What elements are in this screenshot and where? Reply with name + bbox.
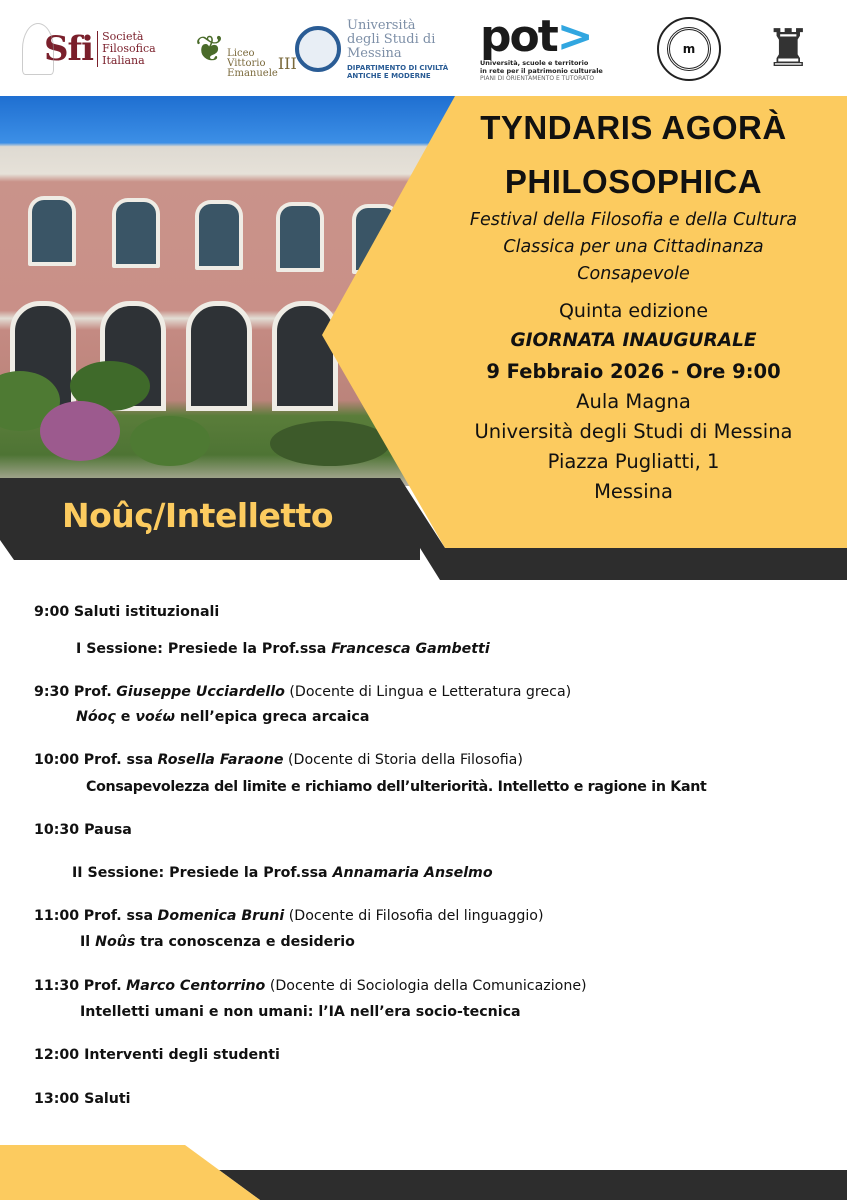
- program-item: 13:00 Saluti: [34, 1091, 131, 1107]
- event-date-time: 9 Febbraio 2026 - Ore 9:00: [486, 360, 781, 383]
- liceo-logo: ❦ Liceo Vittorio Emanuele III: [195, 28, 297, 79]
- talk-title: Νόος e νοέω nell’epica greca arcaica: [76, 709, 370, 725]
- festival-subtitle-1: Festival della Filosofia e della Cultura: [469, 210, 798, 230]
- festival-title-line2: PHILOSOPHICA: [504, 163, 763, 200]
- coat-of-arms-logo: [765, 12, 812, 86]
- theme-title: Noûς/Intelletto: [62, 496, 334, 535]
- new-agora-logo: [657, 12, 721, 86]
- talk-title: Consapevolezza del limite e richiamo dell’ulteriorità. Intelletto e ragione in Kant: [86, 779, 707, 795]
- logo-strip: [0, 0, 847, 96]
- sfi-logo: [22, 12, 156, 86]
- talk-title: Il Noûs tra conoscenza e desiderio: [80, 934, 355, 950]
- philosopher-helmet-icon: [22, 23, 54, 75]
- program-item: 12:00 Interventi degli studenti: [34, 1047, 280, 1063]
- session-header: I Sessione: Presiede la Prof.ssa Francesca Gambetti: [76, 641, 490, 657]
- labyrinth-icon: m: [657, 17, 721, 81]
- program-item: 11:00 Prof. ssa Domenica Bruni (Docente di Filosofia del linguaggio): [34, 908, 544, 924]
- program-item: 9:00 Saluti istituzionali: [34, 604, 220, 620]
- talk-title: Intelletti umani e non umani: l’IA nell’era socio-tecnica: [80, 1004, 521, 1020]
- program-item: 10:30 Pausa: [34, 822, 132, 838]
- event-type: GIORNATA INAUGURALE: [510, 330, 757, 351]
- venue-address: Piazza Pugliatti, 1: [547, 450, 720, 473]
- edition: Quinta edizione: [558, 300, 709, 322]
- venue-room: Aula Magna: [576, 390, 691, 413]
- laurel-wreath-icon: ❦: [195, 28, 226, 70]
- venue-city: Messina: [594, 480, 673, 503]
- eagle-crest-icon: ♜: [765, 19, 812, 79]
- festival-subtitle-2: Classica per una Cittadinanza: [503, 237, 764, 257]
- session-header: II Sessione: Presiede la Prof.ssa Annamaria Anselmo: [72, 865, 493, 881]
- unime-logo: Università degli Studi di Messina DIPARTIMENTO DI CIVILTÀ ANTICHE E MODERNE: [295, 12, 448, 86]
- university-seal-icon: [295, 26, 341, 72]
- program-item: 9:30 Prof. Giuseppe Ucciardello (Docente di Lingua e Letteratura greca): [34, 684, 572, 700]
- program-item: 10:00 Prof. ssa Rosella Faraone (Docente di Storia della Filosofia): [34, 752, 523, 768]
- program-item: 11:30 Prof. Marco Centorrino (Docente di Sociologia della Comunicazione): [34, 978, 587, 994]
- venue-institution: Università degli Studi di Messina: [474, 420, 793, 443]
- festival-subtitle-3: Consapevole: [577, 264, 690, 284]
- event-info: [420, 100, 847, 507]
- festival-title-line1: TYNDARIS AGORÀ: [480, 109, 787, 146]
- arrow-right-icon: >: [556, 11, 592, 62]
- pot-logo: pot> Università, scuole e territorio in rete per il patrimonio culturale PIANI DI ORIENTAMENTO E TUTORATO: [480, 11, 603, 82]
- sfi-mark: Sfi: [44, 29, 94, 69]
- sfi-name: Società Filosofica Italiana: [97, 31, 156, 67]
